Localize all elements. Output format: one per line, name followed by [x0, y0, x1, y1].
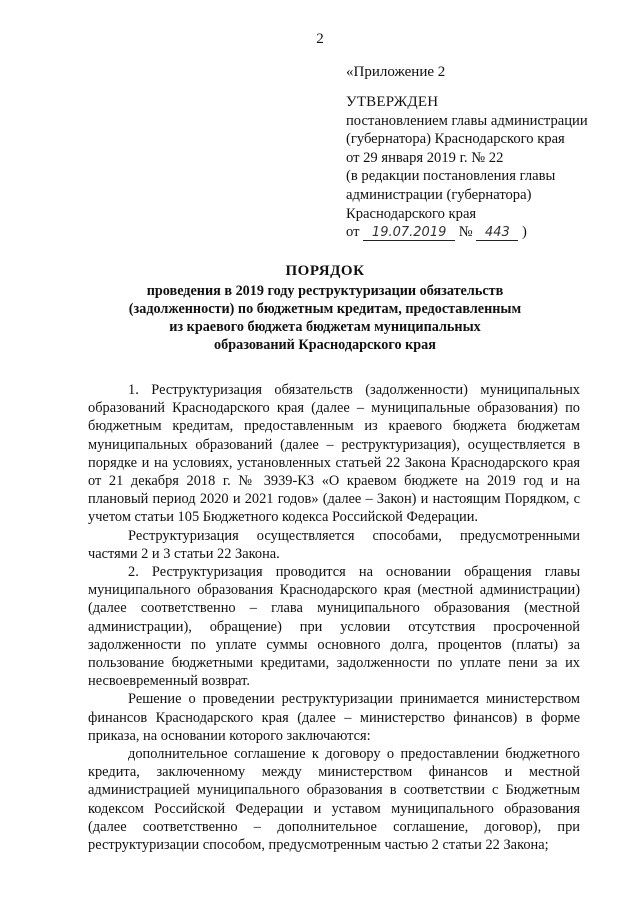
- paragraph: 2. Реструктуризация проводится на основании обращения главы муниципального образования Краснодарского края (местной администрации) (далее соответственно – глава муниципального образования (местной администрации), обращение) при условии отсутствия просроченной задолженности по уплате суммы основного долга, процентов (платы) за пользование бюджетными кредитами, задолженности по уплате пени за их несвоевременный возврат.: [88, 564, 580, 690]
- paragraph: 1. Реструктуризация обязательств (задолженности) муниципальных образований Краснодарского края (далее – муниципальные образования) по бюджетным кредитам, предоставленным из краевого бюджета бюджетам муниципальных образований (далее – реструктуризация), осуществляется в порядке и на условиях, установленных статьей 22 Закона Краснодарского края от 21 декабря 2018 г. № 3939-КЗ «О краевом бюджете на 2019 год и на плановый период 2020 и 2021 годов» (далее – Закон) и настоящим Порядком, с учетом статьи 105 Бюджетного кодекса Российской Федерации.: [88, 382, 580, 526]
- approval-line: от 29 января 2019 г. № 22: [346, 149, 504, 166]
- heading-line: образований Краснодарского края: [214, 337, 436, 353]
- document-body: [88, 381, 580, 854]
- document-title: ПОРЯДОК: [285, 263, 365, 279]
- approval-line: Краснодарского края: [346, 205, 477, 222]
- from-prefix: от: [346, 224, 360, 241]
- approval-line: администрации (губернатора): [346, 186, 532, 203]
- approval-line: (губернатора) Краснодарского края: [346, 131, 565, 148]
- page-number: 2: [316, 31, 324, 47]
- handwritten-number: 443: [476, 225, 518, 241]
- paragraph: Решение о проведении реструктуризации принимается министерством финансов Краснодарского края (далее – министерство финансов) в форме приказа, на основании которого заключаются:: [88, 691, 580, 744]
- document-heading: [60, 262, 590, 354]
- heading-line: из краевого бюджета бюджетам муниципальных: [169, 319, 481, 335]
- heading-line: проведения в 2019 году реструктуризации обязательств: [146, 283, 504, 299]
- number-prefix: №: [458, 224, 473, 241]
- approval-line: постановлением главы администрации: [346, 112, 588, 129]
- closing-parenthesis: ): [522, 224, 527, 241]
- approval-block: [346, 93, 606, 242]
- approval-line: (в редакции постановления главы: [346, 168, 556, 185]
- appendix-label: «Приложение 2: [346, 64, 446, 80]
- handwritten-date: 19.07.2019: [363, 225, 455, 241]
- approval-title: УТВЕРЖДЕН: [346, 94, 439, 110]
- heading-line: (задолженности) по бюджетным кредитам, предоставленным: [128, 301, 522, 317]
- paragraph: Реструктуризация осуществляется способами, предусмотренными частями 2 и 3 статьи 22 Закона.: [88, 527, 580, 562]
- amendment-reference: [346, 223, 606, 242]
- paragraph: дополнительное соглашение к договору о предоставлении бюджетного кредита, заключенному между министерством финансов и местной администрацией муниципального образования в соответствии с Бюджетным кодексом Российской Федерации и уставом муниципального образования (далее соответственно – дополнительное соглашение, договор), при реструктуризации способом, предусмотренным частью 2 статьи 22 Закона;: [88, 746, 580, 854]
